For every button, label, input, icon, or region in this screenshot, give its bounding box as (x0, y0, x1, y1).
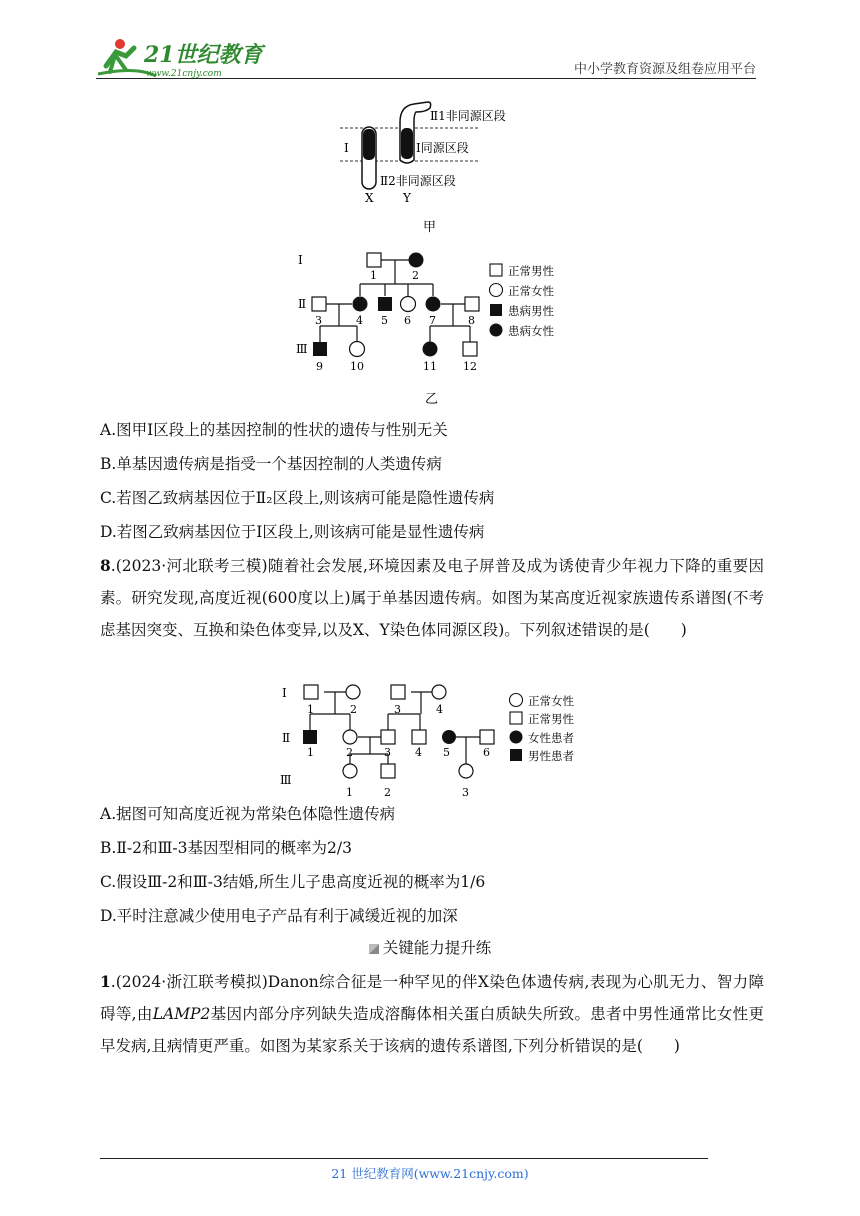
figure-yi-pedigree (290, 244, 580, 410)
figure-jia (330, 98, 530, 238)
label-ii1: Ⅱ1非同源区段 (430, 109, 506, 123)
i-2-affected-female (409, 253, 424, 268)
individual-number: 5 (443, 746, 450, 759)
q8-option-c: C.假设Ⅲ-2和Ⅲ-3结婚,所生儿子患高度近视的概率为1/6 (100, 873, 486, 891)
individual-number: 5 (381, 314, 388, 327)
platform-name: 中小学教育资源及组卷应用平台 (573, 62, 756, 77)
q8-ii-5-affected-female (442, 730, 456, 744)
q7-option-a: A.图甲Ⅰ区段上的基因控制的性状的遗传与性别无关 (100, 421, 448, 439)
individual-number: 2 (412, 269, 419, 282)
q8-pedigree (280, 680, 590, 804)
individual-number: 2 (384, 786, 391, 799)
q8-option-d: D.平时注意减少使用电子产品有利于减缓近视的加深 (100, 907, 458, 925)
q1-gene: LAMP2 (152, 1005, 211, 1023)
label-y: Y (403, 191, 411, 205)
q8-stem (100, 550, 764, 646)
individual-number: 2 (350, 703, 357, 716)
label-x: X (365, 191, 374, 205)
individual-number: 10 (350, 360, 364, 373)
section-icon (369, 944, 379, 954)
individual-number: 3 (394, 703, 401, 716)
ii-4-affected-female (353, 297, 368, 312)
q8-i-3-male (391, 685, 405, 699)
figure-yi-caption: 乙 (425, 392, 439, 407)
label-ii2: Ⅱ2非同源区段 (380, 174, 456, 188)
gen-label: Ⅱ (282, 731, 291, 745)
individual-number: 3 (384, 746, 391, 759)
i-1-normal-male (367, 253, 381, 267)
q8-iii-1-female (343, 764, 357, 778)
section-title: 关键能力提升练 (382, 939, 492, 957)
individual-number: 1 (307, 746, 314, 759)
individual-number: 4 (436, 703, 443, 716)
iii-11-affected-female (423, 342, 438, 357)
logo-url: www.21cnjy.com (146, 69, 222, 79)
ii-8-normal-male (465, 297, 479, 311)
q8-option-b: B.Ⅱ-2和Ⅲ-3基因型相同的概率为2/3 (100, 839, 352, 857)
individual-number: 4 (356, 314, 363, 327)
q8-ii-6-male (480, 730, 494, 744)
legend-label: 女性患者 (528, 731, 574, 745)
logo-text: 21世纪教育 (144, 42, 263, 68)
q8-iii-2-male (381, 764, 395, 778)
individual-number: 1 (346, 786, 353, 799)
legend-label: 正常女性 (508, 284, 554, 298)
q8-option-a: A.据图可知高度近视为常染色体隐性遗传病 (100, 805, 396, 823)
iii-12-normal-male (463, 342, 477, 356)
footer-divider (100, 1158, 708, 1159)
individual-number: 2 (346, 746, 353, 759)
legend-label: 正常女性 (528, 694, 574, 708)
ii-6-normal-female (401, 297, 416, 312)
individual-number: 12 (463, 360, 477, 373)
label-i-homologous: Ⅰ同源区段 (416, 141, 469, 155)
legend-label: 正常男性 (528, 712, 574, 726)
individual-number: 9 (316, 360, 323, 373)
q1-text-before: .(2024·浙江联考模拟)Danon综合征是一种罕见的伴X染色体遗传病,表现为心肌无力、智力障碍等,由 (100, 973, 764, 1023)
legend-label: 患病男性 (508, 304, 554, 318)
q1-text-after: 基因内部分序列缺失造成溶酶体相关蛋白质缺失所致。患者中男性通常比女性更早发病,且病情更严重。如图为某家系关于该病的遗传系谱图,下列分析错误的是( ) (100, 1005, 764, 1055)
q8-ii-2-female (343, 730, 357, 744)
legend-label: 正常男性 (508, 264, 554, 278)
figure-jia-caption: 甲 (423, 220, 437, 235)
gen-label: Ⅲ (280, 773, 292, 787)
q1-number: 1 (100, 972, 111, 991)
individual-number: 3 (315, 314, 322, 327)
q8-i-4-female (432, 685, 446, 699)
footer-link[interactable]: 21 世纪教育网(www.21cnjy.com) (331, 1166, 529, 1181)
header-divider (96, 78, 756, 79)
ii-5-affected-male (378, 297, 392, 311)
iii-9-affected-male (313, 342, 327, 356)
individual-number: 6 (483, 746, 490, 759)
q7-option-b: B.单基因遗传病是指受一个基因控制的人类遗传病 (100, 455, 442, 473)
site-logo (96, 36, 266, 82)
individual-number: 7 (429, 314, 436, 327)
gen-label: Ⅰ (282, 686, 287, 700)
q7-option-d: D.若图乙致病基因位于Ⅰ区段上,则该病可能是显性遗传病 (100, 523, 485, 541)
q8-i-1-male (304, 685, 318, 699)
individual-number: 11 (423, 360, 437, 373)
individual-number: 1 (307, 703, 314, 716)
label-i: Ⅰ (344, 141, 349, 155)
legend-label: 患病女性 (508, 324, 554, 338)
ii-3-normal-male (312, 297, 326, 311)
iii-10-normal-female (350, 342, 365, 357)
individual-number: 1 (370, 269, 377, 282)
q8-number: 8 (100, 556, 111, 575)
individual-number: 6 (404, 314, 411, 327)
gen-label: Ⅱ (298, 297, 307, 311)
legend-label: 男性患者 (528, 749, 574, 763)
gen-label: Ⅲ (296, 342, 308, 356)
q8-i-2-female (346, 685, 360, 699)
q8-ii-4-male (412, 730, 426, 744)
q8-iii-3-female (459, 764, 473, 778)
q8-ii-1-affected-male (303, 730, 317, 744)
ii-7-affected-female (426, 297, 441, 312)
q1-stem (100, 966, 764, 1062)
individual-number: 4 (415, 746, 422, 759)
gen-label: Ⅰ (298, 253, 303, 267)
q8-text: .(2023·河北联考三模)随着社会发展,环境因素及电子屏普及成为诱使青少年视力下降的重要因素。研究发现,高度近视(600度以上)属于单基因遗传病。如图为某高度近视家族遗传系谱图(不考虑基因突变、互换和染色体变异,以及X、Y染色体同源区段)。下列叙述错误的是( ) (100, 557, 764, 639)
q7-option-c: C.若图乙致病基因位于Ⅱ₂区段上,则该病可能是隐性遗传病 (100, 489, 495, 507)
q8-ii-3-male (381, 730, 395, 744)
individual-number: 3 (462, 786, 469, 799)
section-heading (0, 936, 860, 958)
individual-number: 8 (468, 314, 475, 327)
